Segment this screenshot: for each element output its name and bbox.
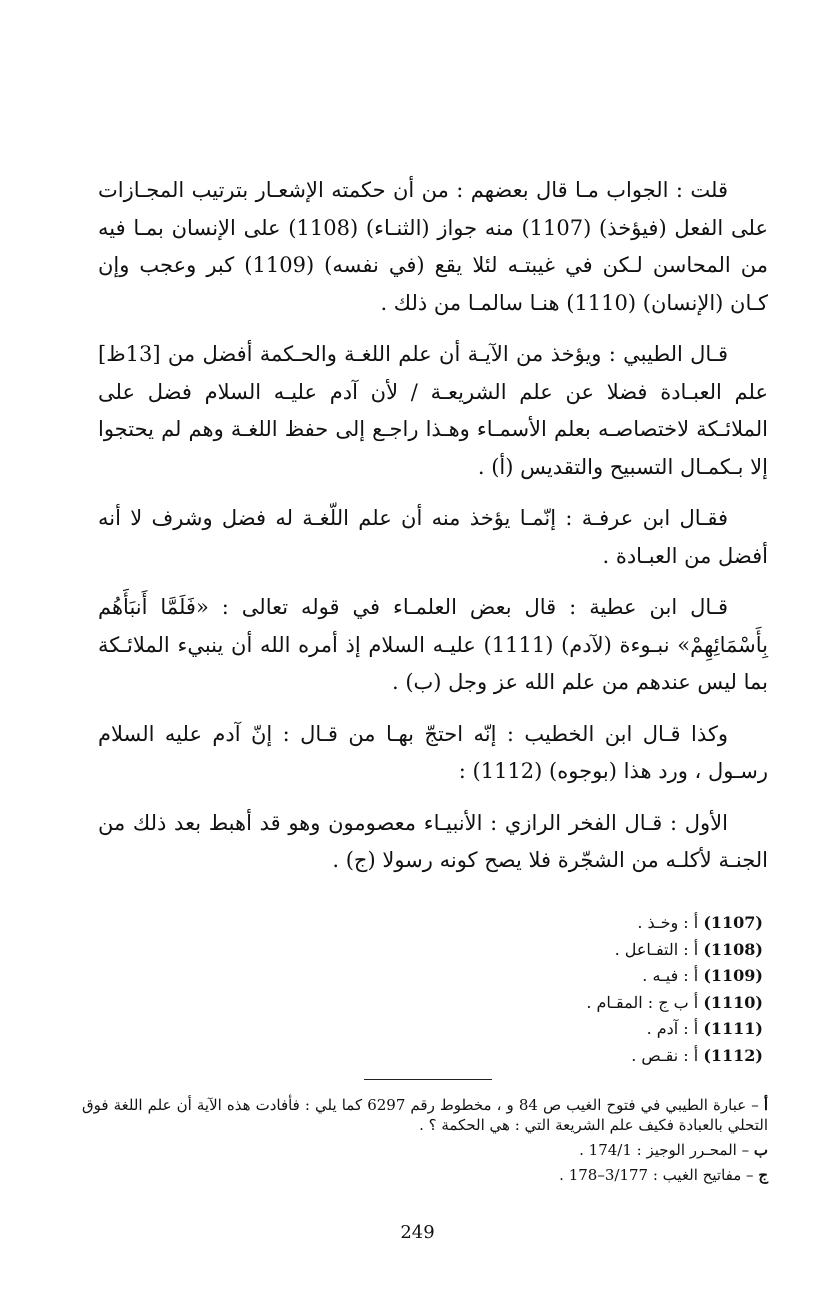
main-text <box>98 172 768 894</box>
footnote-text: أ : وخـذ . <box>637 913 699 932</box>
source-note <box>82 1140 768 1160</box>
variant-footnote <box>503 910 763 937</box>
paragraph: قـال ابن عطية : قال بعض العلمـاء في قوله تعالى : «فَلَمَّا أَنبَأَهُم بِأَسْمَائِهِمْ» نبـوءة (لآدم) (1111) عليـه السلام إذ أمره الله أن ينبيء الملائـكة بما ليس عندهم من علم الله عز وجل (ب) . <box>98 595 768 694</box>
paragraph: فقـال ابن عرفـة : إنّمـا يؤخذ منه أن علم اللّغـة له فضل وشرف لا أنه أفضل من العبـادة . <box>98 506 768 568</box>
variant-footnote <box>503 1016 763 1043</box>
note-key: أ <box>763 1096 768 1114</box>
variant-footnote <box>503 937 763 964</box>
source-footnotes <box>82 1095 768 1190</box>
footnote-text: أ ب ج : المقـام . <box>586 992 699 1012</box>
note-text: – مفاتيح الغيب : 3/177–178 . <box>559 1166 754 1184</box>
paragraph: وكذا قـال ابن الخطيب : إنّه احتجّ بهـا من قـال : إنّ آدم عليه السلام رسـول ، ورد هذا (بوجوه) (1112) : <box>98 721 768 783</box>
footnote-number: (1108) <box>703 939 763 959</box>
note-text: – المحـرر الوجيز : 174/1 . <box>579 1141 750 1159</box>
note-key: ب <box>753 1141 768 1159</box>
paragraph: قلت : الجواب مـا قال بعضهم : من أن حكمته الإشعـار بترتيب المجـازات على الفعل (فيؤخذ) (1107) منه جواز (الثنـاء) (1108) على الإنسان بمـا فيه من المحاسن لـكن في غيبتـه لئلا يقع (في نفسه) (1109) كبر وعجب وإن كـان (الإنسان) (1110) هنـا سالمـا من ذلك . <box>98 178 768 315</box>
note-key: ج <box>758 1166 768 1184</box>
footnote-number: (1110) <box>703 992 763 1012</box>
footnote-number: (1111) <box>703 1019 763 1038</box>
paragraph: قـال الطيبي : ويؤخذ من الآيـة أن علم اللغـة والحـكمة أفضل من [13ظ] علم العبـادة فضلا عن علم الشريعـة / لأن آدم عليـه السلام فضل على الملائـكة لاختصاصـه بعلم الأسمـاء وهـذا راجـع إلى حفظ اللغـة وهم لم يحتجوا إلا بـكمـال التسبيح والتقديس (أ) . <box>98 342 768 479</box>
variant-footnotes <box>503 910 763 1069</box>
page-number: 249 <box>400 1222 435 1243</box>
footnote-text: أ : آدم . <box>646 1019 699 1038</box>
paragraph: الأول : قـال الفخر الرازي : الأنبيـاء معصومون وهو قد أهبط بعد ذلك من الجنـة لأكلـه من الشجّرة فلا يصح كونه رسولا (ج) . <box>98 810 768 872</box>
footnote-number: (1109) <box>703 966 763 985</box>
variant-footnote <box>503 963 763 990</box>
footnote-text: أ : نقـص . <box>631 1045 699 1065</box>
footnote-text: أ : فيـه . <box>642 966 699 985</box>
variant-footnote <box>503 990 763 1017</box>
footnote-text: أ : التفـاعل . <box>614 939 699 959</box>
note-text: – عبارة الطيبي في فتوح الغيب ص 84 و ، مخطوط رقم 6297 كما يلي : فأفادت هذه الآية أن علم اللغة فوق التحلي بالعبادة فكيف علم الشريعة التي : هي الحكمة ؟ . <box>82 1096 768 1134</box>
footnote-number: (1107) <box>703 913 763 932</box>
footnote-divider <box>364 1079 492 1080</box>
source-note <box>82 1165 768 1185</box>
footnote-number: (1112) <box>703 1045 763 1065</box>
variant-footnote <box>503 1043 763 1070</box>
source-note <box>82 1095 768 1135</box>
